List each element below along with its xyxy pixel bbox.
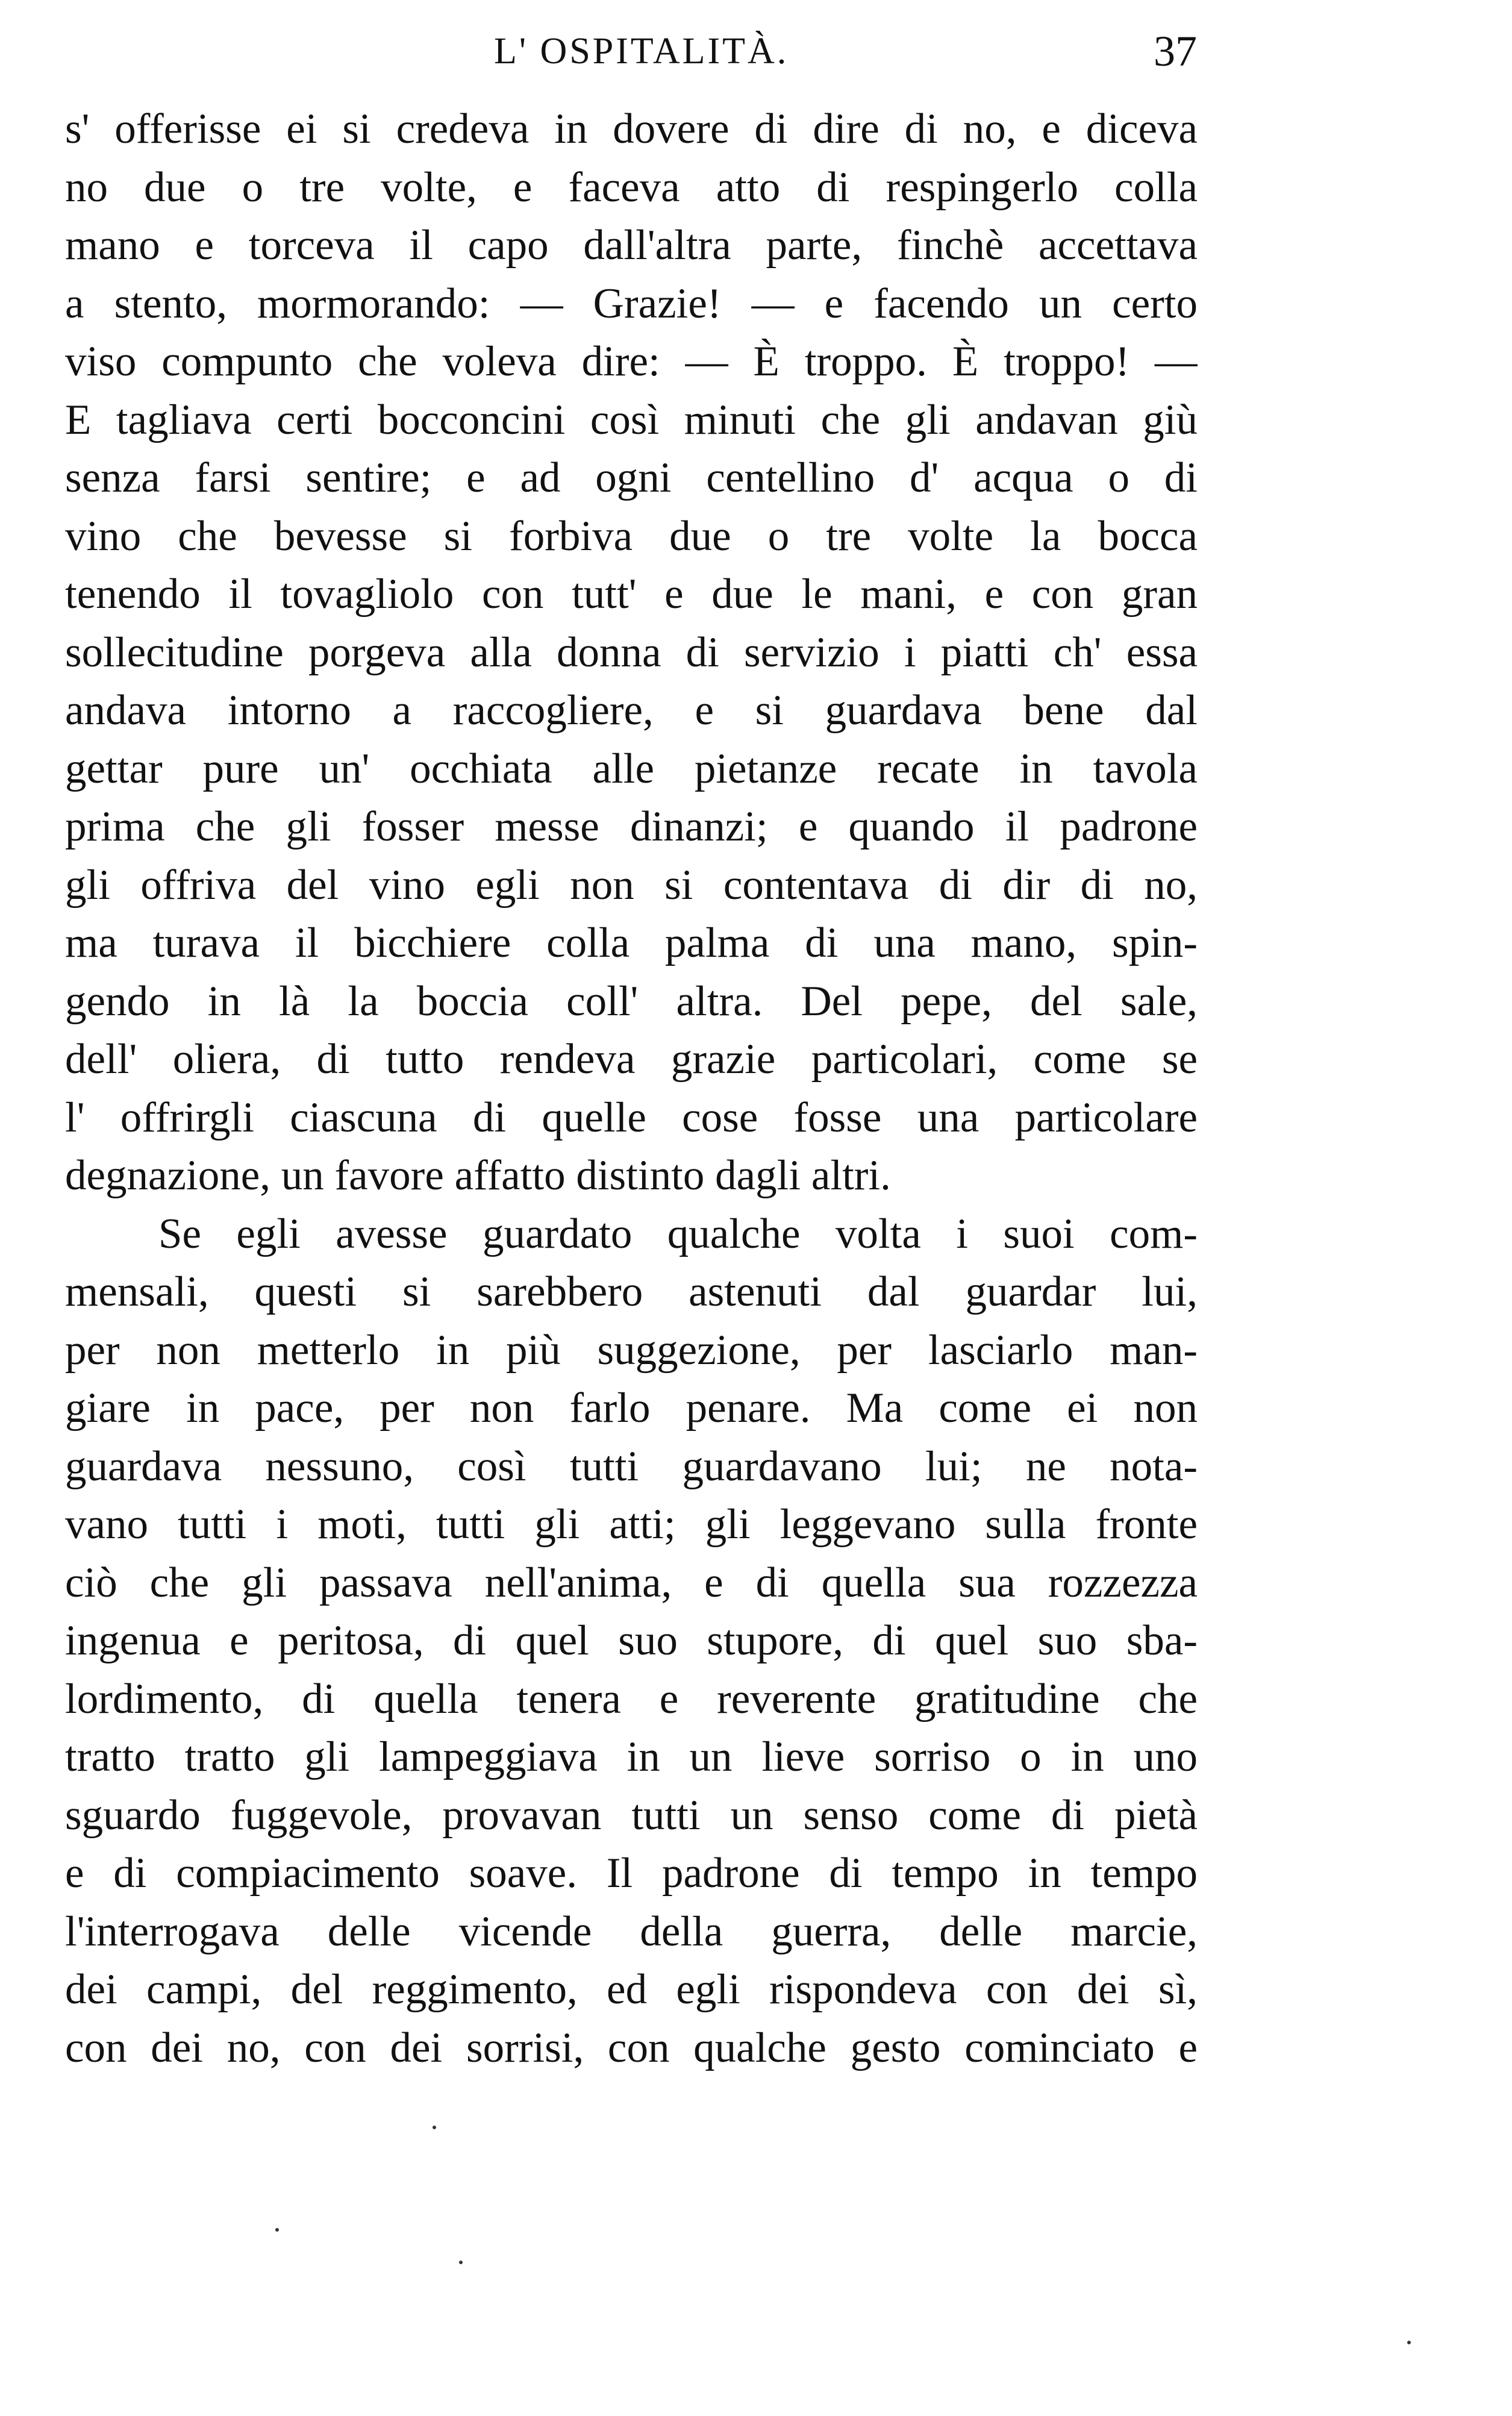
text-line: gettar pure un' occhiata alle pietanze recate in tavola bbox=[65, 745, 1198, 792]
text-line: dell' oliera, di tutto rendeva grazie particolari, come se bbox=[65, 1036, 1198, 1083]
text-line: ciò che gli passava nell'anima, e di quella sua rozzezza bbox=[65, 1559, 1198, 1606]
text-line: a stento, mormorando: — Grazie! — e facendo un certo bbox=[65, 280, 1198, 327]
text-line: andava intorno a raccogliere, e si guardava bene dal bbox=[65, 687, 1198, 734]
text-line: tratto tratto gli lampeggiava in un lieve sorriso o in uno bbox=[65, 1733, 1198, 1780]
text-line: vano tutti i moti, tutti gli atti; gli leggevano sulla fronte bbox=[65, 1501, 1198, 1548]
text-line: mensali, questi si sarebbero astenuti dal guardar lui, bbox=[65, 1268, 1198, 1315]
body-text bbox=[65, 100, 1198, 2077]
text-line: vino che bevesse si forbiva due o tre volte la bocca bbox=[65, 512, 1198, 560]
text-line: E tagliava certi bocconcini così minuti che gli andavan giù bbox=[65, 396, 1198, 443]
paragraph-1 bbox=[65, 100, 1198, 1205]
text-line: lordimento, di quella tenera e reverente gratitudine che bbox=[65, 1675, 1198, 1723]
text-line: dei campi, del reggimento, ed egli rispondeva con dei sì, bbox=[65, 1966, 1198, 2013]
text-line: l'interrogava delle vicende della guerra, delle marcie, bbox=[65, 1907, 1198, 1955]
text-line: ma turava il bicchiere colla palma di una mano, spin- bbox=[65, 919, 1198, 966]
text-line: guardava nessuno, così tutti guardavano lui; ne nota- bbox=[65, 1442, 1198, 1490]
page-header bbox=[0, 24, 1512, 102]
text-line: Se egli avesse guardato qualche volta i suoi com- bbox=[158, 1210, 1198, 1257]
page-number: 37 bbox=[1154, 27, 1197, 75]
text-line: sollecitudine porgeva alla donna di servizio i piatti ch' essa bbox=[65, 628, 1198, 676]
text-line: l' offrirgli ciascuna di quelle cose fosse una particolare bbox=[65, 1094, 1198, 1141]
print-speck bbox=[459, 2261, 463, 2264]
print-speck bbox=[433, 2126, 436, 2129]
text-line: giare in pace, per non farlo penare. Ma come ei non bbox=[65, 1385, 1198, 1432]
print-speck bbox=[275, 2228, 279, 2232]
running-title: L' OSPITALITÀ. bbox=[494, 31, 789, 72]
text-line: tenendo il tovagliolo con tutt' e due le mani, e con gran bbox=[65, 571, 1198, 618]
text-line: gendo in là la boccia coll' altra. Del pepe, del sale, bbox=[65, 977, 1198, 1025]
text-line: e di compiacimento soave. Il padrone di tempo in tempo bbox=[65, 1850, 1198, 1897]
text-line: no due o tre volte, e faceva atto di respingerlo colla bbox=[65, 163, 1198, 211]
text-line: prima che gli fosser messe dinanzi; e quando il padrone bbox=[65, 803, 1198, 850]
text-line: degnazione, un favore affatto distinto dagli altri. bbox=[65, 1152, 891, 1199]
text-line: sguardo fuggevole, provavan tutti un senso come di pietà bbox=[65, 1791, 1198, 1839]
text-line: senza farsi sentire; e ad ogni centellino d' acqua o di bbox=[65, 454, 1198, 501]
text-line: ingenua e peritosa, di quel suo stupore, di quel suo sba- bbox=[65, 1617, 1198, 1664]
text-line: mano e torceva il capo dall'altra parte, finchè accettava bbox=[65, 222, 1198, 269]
text-line: s' offerisse ei si credeva in dovere di dire di no, e diceva bbox=[65, 105, 1198, 152]
print-speck bbox=[1407, 2341, 1411, 2344]
text-line: con dei no, con dei sorrisi, con qualche gesto cominciato e bbox=[65, 2024, 1198, 2071]
text-line: per non metterlo in più suggezione, per lasciarlo man- bbox=[65, 1326, 1198, 1374]
paragraph-2 bbox=[65, 1205, 1198, 2077]
text-line: gli offriva del vino egli non si contentava di dir di no, bbox=[65, 861, 1198, 909]
text-line: viso compunto che voleva dire: — È troppo. È troppo! — bbox=[65, 338, 1198, 385]
